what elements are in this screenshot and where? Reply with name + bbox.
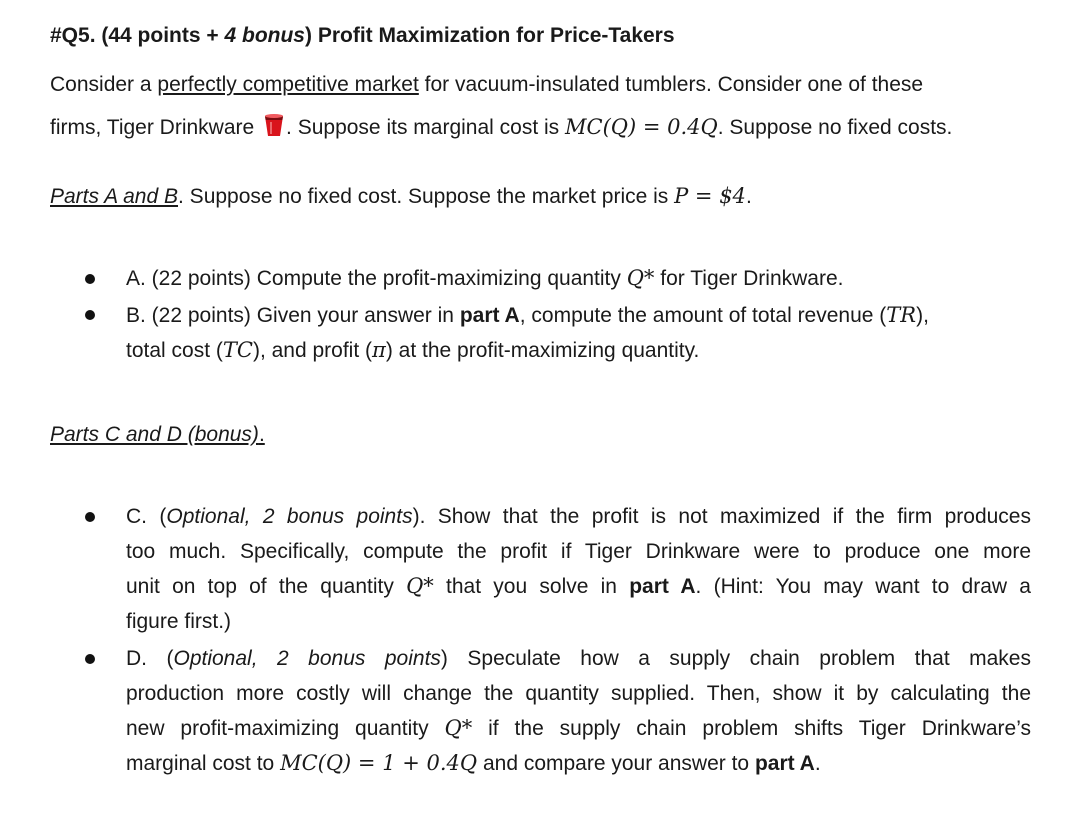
intro-mc-text: . Suppose its marginal cost is bbox=[286, 116, 565, 139]
part-c-l1a: C. ( bbox=[126, 505, 167, 528]
intro-line1-rest: for vacuum-insulated tumblers. Consider one of these bbox=[418, 73, 924, 96]
bullet-b bbox=[85, 310, 95, 320]
parts-ab-text: . Suppose no fixed cost. Suppose the market price is bbox=[178, 185, 675, 208]
part-b-l1b: , compute the amount of total revenue ( bbox=[519, 304, 887, 327]
part-c-l4: figure first.) bbox=[126, 610, 232, 633]
part-b-l1a: B. (22 points) Given your answer in bbox=[126, 304, 460, 327]
price-formula: P = $4 bbox=[674, 184, 746, 208]
q-star: Q* bbox=[626, 266, 655, 290]
new-mc-formula: MC(Q) = 1 + 0.4Q bbox=[280, 751, 478, 775]
part-d-l1b: ) Speculate how a supply chain problem that makes bbox=[440, 647, 1031, 670]
part-b-l2c: ) at the profit-maximizing quantity. bbox=[385, 339, 700, 362]
intro-firm-name: firms, Tiger Drinkware bbox=[50, 116, 261, 139]
q-star: Q* bbox=[444, 716, 473, 740]
part-d-l3a: new profit-maximizing quantity bbox=[126, 717, 445, 740]
mc-formula: MC(Q) = 0.4Q bbox=[565, 115, 718, 139]
parts-ab-heading bbox=[50, 184, 752, 209]
part-a-text: A. (22 points) Compute the profit-maximizing quantity bbox=[126, 267, 627, 290]
bullet-d bbox=[85, 654, 95, 664]
part-d-l4c: . bbox=[814, 752, 821, 775]
parts-cd-end: . bbox=[258, 423, 265, 446]
part-d-l4a: marginal cost to bbox=[126, 752, 281, 775]
part-d-l3b: if the supply chain problem shifts Tiger Drinkware’s bbox=[472, 717, 1031, 740]
part-d bbox=[126, 641, 1031, 781]
intro-line-1 bbox=[50, 73, 923, 97]
title-rest: ) Profit Maximization for Price-Takers bbox=[305, 24, 675, 47]
bullet-c bbox=[85, 512, 95, 522]
pi-symbol: π bbox=[372, 338, 386, 362]
part-b-l2b: ), and profit ( bbox=[252, 339, 373, 362]
part-c-l2: too much. Specifically, compute the profit if Tiger Drinkware were to produce one more bbox=[126, 540, 1031, 563]
part-d-l1a: D. ( bbox=[126, 647, 174, 670]
part-b-ref: part A bbox=[459, 304, 520, 327]
question-label: #Q5. (44 points + bbox=[50, 24, 225, 47]
part-c bbox=[126, 499, 1031, 639]
part-c-l3b: that you solve in bbox=[433, 575, 630, 598]
part-d-ref: part A bbox=[754, 752, 815, 775]
part-d-l2: production more costly will change the quantity supplied. Then, show it by calculating the bbox=[126, 682, 1031, 705]
part-c-optional: Optional, 2 bonus points bbox=[166, 505, 413, 528]
red-tumbler-icon bbox=[264, 113, 284, 143]
parts-cd-heading bbox=[50, 423, 265, 447]
part-d-l4b: and compare your answer to bbox=[477, 752, 755, 775]
part-b-l1c: ), bbox=[916, 304, 929, 327]
part-c-l3a: unit on top of the quantity bbox=[126, 575, 407, 598]
part-b-l2a: total cost ( bbox=[126, 339, 223, 362]
intro-end: . Suppose no fixed costs. bbox=[717, 116, 953, 139]
tc-symbol: TC bbox=[222, 338, 253, 362]
part-b bbox=[126, 298, 1031, 368]
intro-prefix: Consider a bbox=[50, 73, 158, 96]
market-term: perfectly competitive market bbox=[157, 73, 419, 96]
part-c-l1b: ). Show that the profit is not maximized if the firm produces bbox=[412, 505, 1031, 528]
question-title bbox=[50, 24, 675, 48]
part-a-end: for Tiger Drinkware. bbox=[654, 267, 844, 290]
bonus-label: 4 bonus bbox=[224, 24, 305, 47]
parts-cd-title: Parts C and D (bonus) bbox=[50, 423, 259, 446]
tr-symbol: TR bbox=[886, 303, 917, 327]
parts-ab-end: . bbox=[745, 185, 752, 208]
part-c-ref: part A bbox=[629, 575, 696, 598]
part-c-l3c: . (Hint: You may want to draw a bbox=[695, 575, 1031, 598]
part-a bbox=[126, 261, 1031, 296]
bullet-a bbox=[85, 274, 95, 284]
parts-ab-title: Parts A and B bbox=[50, 185, 179, 208]
q-star: Q* bbox=[406, 574, 434, 598]
part-d-optional: Optional, 2 bonus points bbox=[173, 647, 441, 670]
intro-line-2 bbox=[50, 113, 952, 143]
